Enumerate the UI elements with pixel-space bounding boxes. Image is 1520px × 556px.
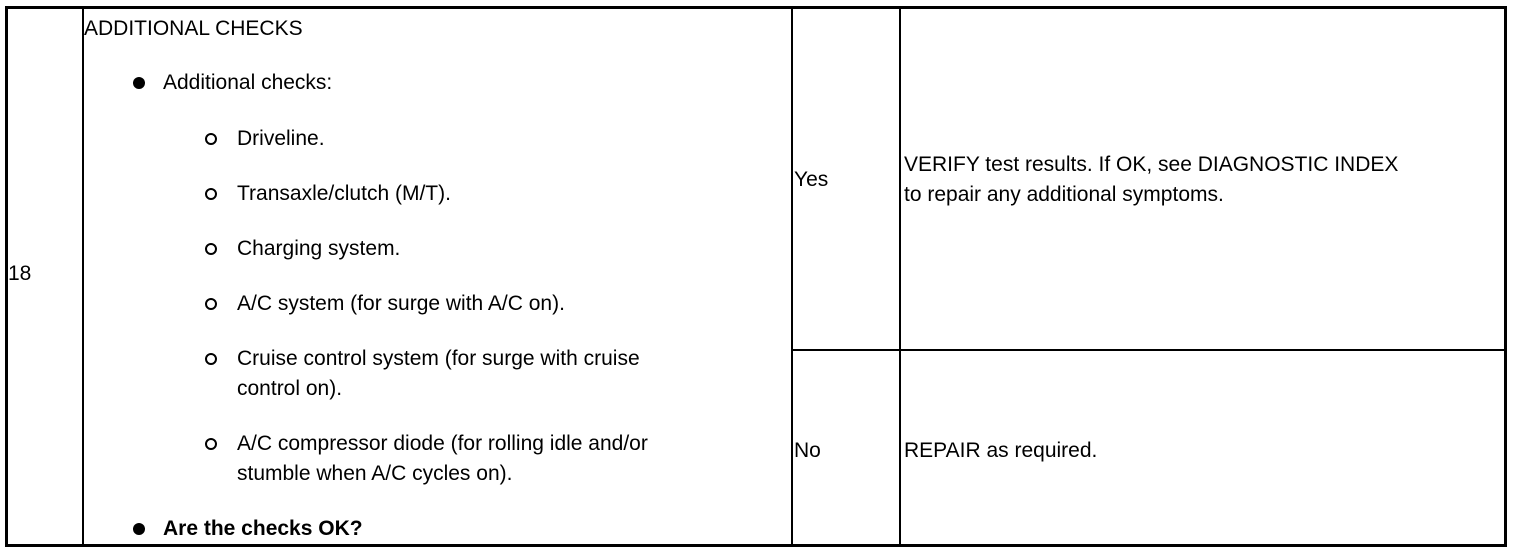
answer-no: No	[794, 439, 821, 462]
column-divider-answer	[791, 9, 793, 544]
step-number: 18	[8, 262, 32, 285]
bullet-intro: Additional checks:	[163, 71, 333, 94]
sub-item-cruise-line2: control on).	[237, 377, 343, 400]
sub-bullet-icon	[205, 133, 217, 145]
step-heading: ADDITIONAL CHECKS	[84, 17, 303, 40]
sub-bullet-icon	[205, 188, 217, 200]
sub-item-compressor-line1: A/C compressor diode (for rolling idle and/or	[237, 432, 648, 455]
action-yes-line2: to repair any additional symptoms.	[904, 183, 1224, 206]
column-divider-step	[82, 9, 84, 544]
bullet-icon	[133, 77, 145, 89]
column-divider-action	[899, 9, 901, 544]
sub-bullet-icon	[205, 353, 217, 365]
sub-item-charging: Charging system.	[237, 237, 401, 260]
step-question: Are the checks OK?	[163, 517, 363, 540]
sub-item-ac-system: A/C system (for surge with A/C on).	[237, 292, 565, 315]
answer-yes: Yes	[794, 168, 829, 191]
sub-item-driveline: Driveline.	[237, 127, 325, 150]
sub-item-compressor-line2: stumble when A/C cycles on).	[237, 462, 513, 485]
sub-item-transaxle: Transaxle/clutch (M/T).	[237, 182, 451, 205]
bullet-icon	[133, 523, 145, 535]
sub-item-cruise-line1: Cruise control system (for surge with cruise	[237, 347, 640, 370]
action-yes-line1: VERIFY test results. If OK, see DIAGNOSTIC INDEX	[904, 153, 1399, 176]
sub-bullet-icon	[205, 243, 217, 255]
sub-bullet-icon	[205, 438, 217, 450]
row-divider-results	[793, 349, 1504, 351]
action-no: REPAIR as required.	[904, 439, 1098, 462]
sub-bullet-icon	[205, 298, 217, 310]
